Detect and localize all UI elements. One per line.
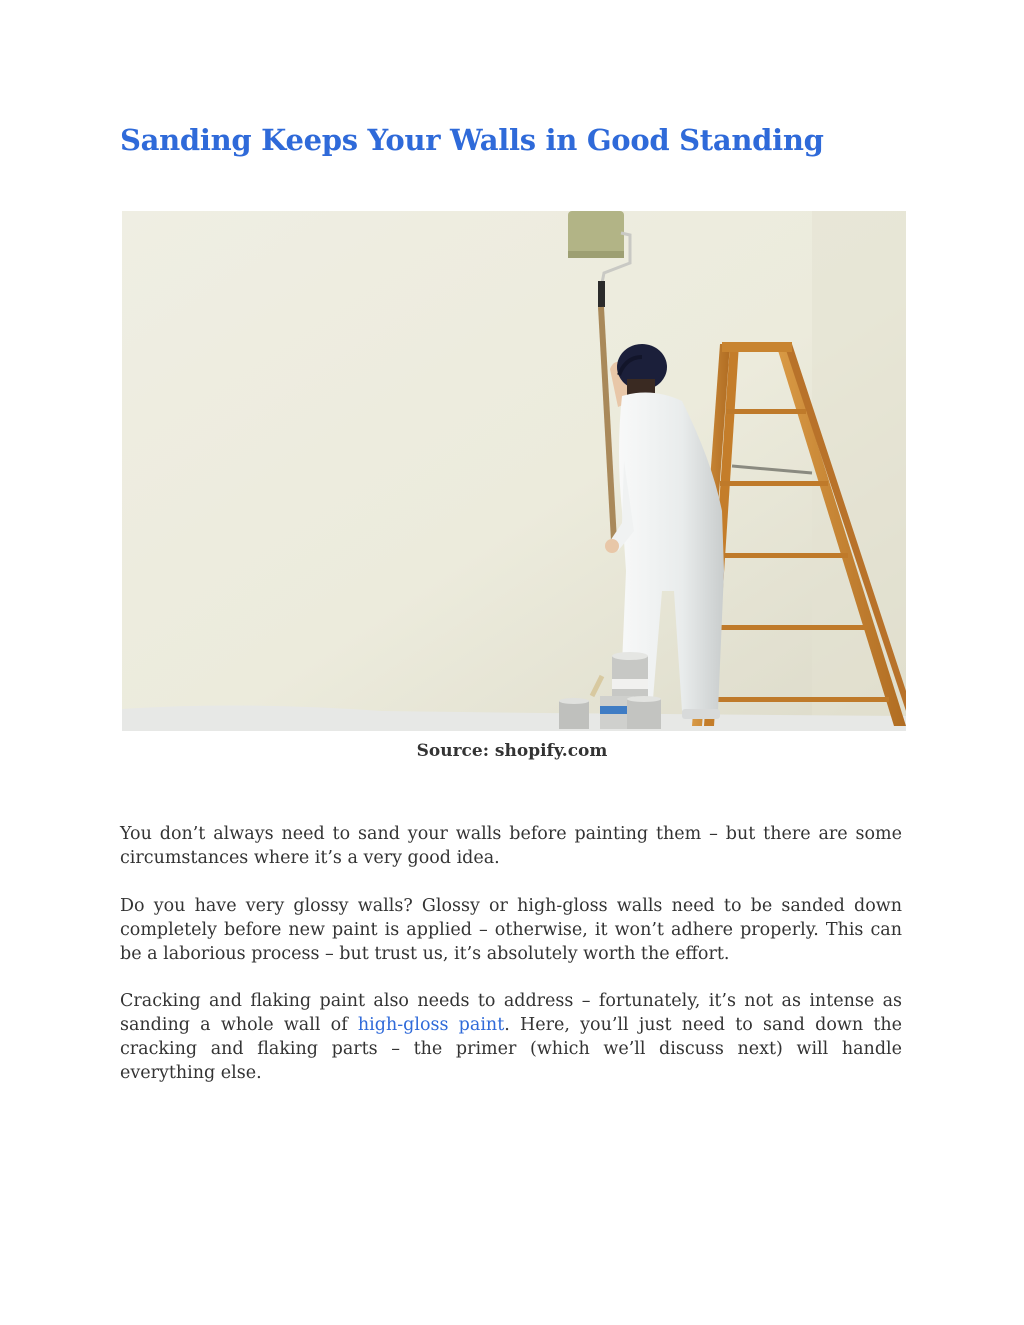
paragraph-1: You don’t always need to sand your walls before painting them – but there are some circumstances where it’s a very good idea. [120,824,902,868]
image-caption: Source: shopify.com [416,741,608,761]
paragraph-3-text-before-link: Cracking and flaking paint also needs to address – fortunately, it’s not as intense as sanding a whole wall of [120,991,902,1035]
article-title: Sanding Keeps Your Walls in Good Standing [120,123,824,157]
paragraph-3 [120,989,902,1085]
paragraph-3-text-after-link: . Here, you’ll just need to sand down the cracking and flaking parts – the primer (which we’ll discuss next) will handle everything else. [120,1015,902,1083]
painter-photo [122,211,906,731]
high-gloss-paint-link[interactable]: high-gloss paint [357,1015,505,1035]
paragraph-2: Do you have very glossy walls? Glossy or high-gloss walls need to be sanded down completely before new paint is applied – otherwise, it won’t adhere properly. This can be a laborious process – but trust us, it’s absolutely worth the effort. [120,896,902,964]
